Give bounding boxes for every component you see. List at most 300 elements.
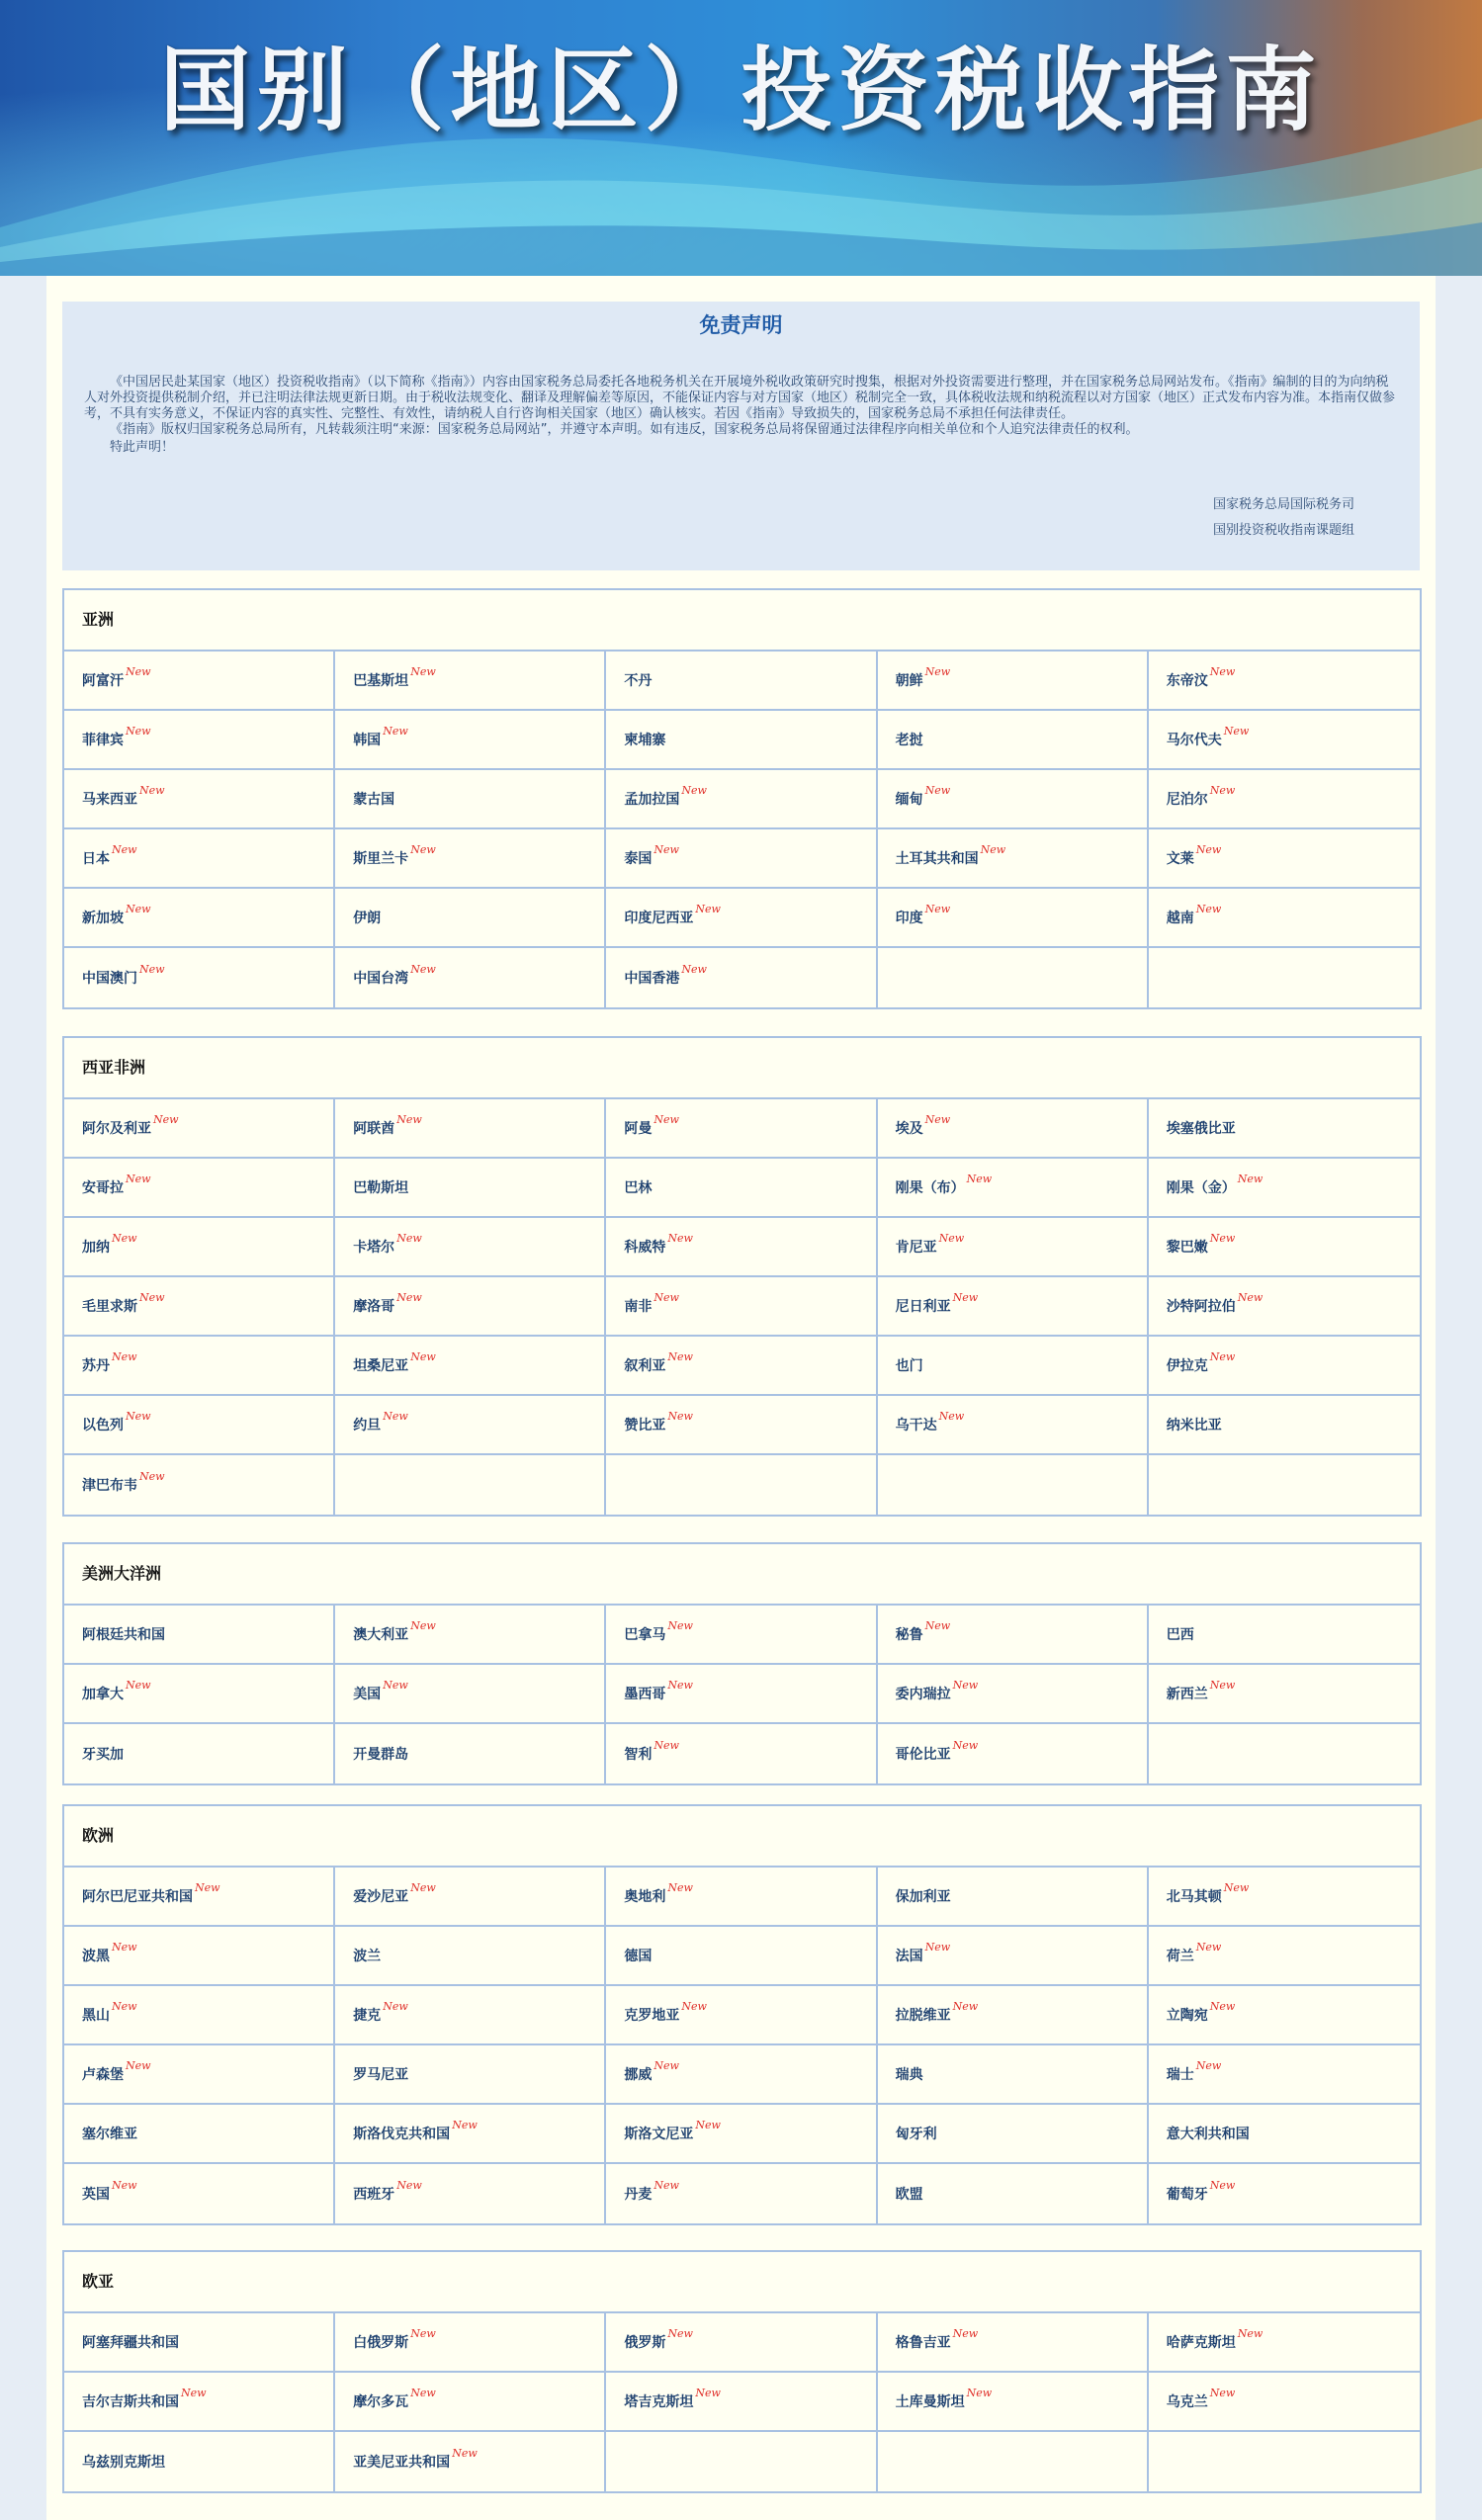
country-name: 英国 <box>82 2187 110 2203</box>
new-badge: New <box>966 1172 993 1185</box>
new-badge: New <box>1195 902 1222 915</box>
new-badge: New <box>695 2118 721 2131</box>
country-name: 尼泊尔 <box>1166 792 1208 808</box>
new-badge: New <box>667 1880 693 1894</box>
new-badge: New <box>126 902 151 915</box>
country-link[interactable] <box>64 1337 335 1396</box>
new-badge: New <box>1195 842 1222 856</box>
country-link[interactable] <box>1149 2373 1420 2432</box>
country-link[interactable] <box>335 2105 606 2164</box>
country-name: 马尔代夫 <box>1166 733 1222 748</box>
country-link[interactable] <box>878 889 1149 948</box>
country-link[interactable] <box>335 2313 606 2373</box>
country-link[interactable] <box>1149 1396 1420 1455</box>
country-name: 坦桑尼亚 <box>353 1358 409 1374</box>
new-badge: New <box>396 1112 422 1126</box>
country-link[interactable] <box>335 711 606 770</box>
country-name: 西班牙 <box>353 2187 395 2203</box>
country-link[interactable] <box>1149 770 1420 829</box>
country-link[interactable] <box>335 2432 606 2491</box>
country-link[interactable] <box>878 1927 1149 1986</box>
empty-cell <box>1149 1724 1420 1783</box>
new-badge: New <box>667 1618 693 1632</box>
country-link[interactable] <box>606 1099 877 1159</box>
new-badge: New <box>980 842 1006 856</box>
country-name: 沙特阿拉伯 <box>1166 1299 1236 1315</box>
new-badge: New <box>924 783 951 797</box>
disclaimer-notice: 特此声明！ <box>110 440 175 455</box>
empty-cell <box>335 1455 606 1515</box>
empty-cell <box>606 2432 877 2491</box>
country-name: 巴林 <box>624 1180 653 1196</box>
new-badge: New <box>112 2178 137 2192</box>
country-link[interactable] <box>1149 829 1420 889</box>
country-link[interactable] <box>606 2105 877 2164</box>
country-grid <box>64 2313 1420 2491</box>
country-link[interactable] <box>64 1396 335 1455</box>
new-badge: New <box>952 1999 979 2013</box>
new-badge: New <box>654 1112 679 1126</box>
country-name: 越南 <box>1166 911 1194 926</box>
new-badge: New <box>1209 2178 1236 2192</box>
new-badge: New <box>966 2386 993 2399</box>
new-badge: New <box>1209 1349 1236 1363</box>
country-link[interactable] <box>1149 711 1420 770</box>
country-link[interactable] <box>335 1337 606 1396</box>
country-link[interactable] <box>878 1218 1149 1277</box>
country-link[interactable] <box>1149 1337 1420 1396</box>
country-grid <box>64 652 1420 1007</box>
country-name: 保加利亚 <box>895 1889 951 1905</box>
country-link[interactable] <box>335 1277 606 1337</box>
new-badge: New <box>654 1290 679 1304</box>
country-name: 丹麦 <box>624 2187 653 2203</box>
country-link[interactable] <box>878 829 1149 889</box>
country-name: 瑞典 <box>895 2067 923 2083</box>
country-name: 刚果（金） <box>1166 1180 1236 1196</box>
new-badge: New <box>410 664 436 678</box>
country-name: 意大利共和国 <box>1166 2127 1250 2142</box>
new-badge: New <box>667 2326 693 2340</box>
country-link[interactable] <box>606 1986 877 2045</box>
region-section <box>62 1804 1422 2225</box>
country-link[interactable] <box>1149 1159 1420 1218</box>
country-name: 亚美尼亚共和国 <box>353 2455 451 2471</box>
new-badge: New <box>139 962 165 976</box>
region-section <box>62 2250 1422 2493</box>
country-link[interactable] <box>64 1277 335 1337</box>
country-link[interactable] <box>878 711 1149 770</box>
country-link[interactable] <box>335 2373 606 2432</box>
new-badge: New <box>396 1231 422 1245</box>
country-name: 北马其顿 <box>1166 1889 1222 1905</box>
country-link[interactable] <box>878 1396 1149 1455</box>
country-link[interactable] <box>1149 1277 1420 1337</box>
country-link[interactable] <box>878 1277 1149 1337</box>
country-link[interactable] <box>64 1218 335 1277</box>
country-name: 纳米比亚 <box>1166 1418 1222 1434</box>
new-badge: New <box>1195 1940 1222 1954</box>
country-name: 苏丹 <box>82 1358 110 1374</box>
region-title: 西亚非洲 <box>64 1038 1420 1099</box>
new-badge: New <box>383 1999 408 2013</box>
country-name: 阿尔及利亚 <box>82 1121 151 1137</box>
country-link[interactable] <box>1149 1606 1420 1665</box>
country-link[interactable] <box>878 1159 1149 1218</box>
country-link[interactable] <box>878 1337 1149 1396</box>
country-link[interactable] <box>64 770 335 829</box>
country-name: 南非 <box>624 1299 653 1315</box>
new-badge: New <box>924 664 951 678</box>
country-link[interactable] <box>1149 652 1420 711</box>
country-link[interactable] <box>64 1665 335 1724</box>
country-name: 巴西 <box>1166 1627 1194 1643</box>
country-link[interactable] <box>878 1606 1149 1665</box>
country-name: 卡塔尔 <box>353 1240 395 1256</box>
new-badge: New <box>181 2386 207 2399</box>
country-name: 斯里兰卡 <box>353 851 409 867</box>
country-link[interactable] <box>606 2313 877 2373</box>
new-badge: New <box>681 783 707 797</box>
country-link[interactable] <box>606 711 877 770</box>
country-name: 斯洛伐克共和国 <box>353 2127 451 2142</box>
new-badge: New <box>1209 1999 1236 2013</box>
country-name: 匈牙利 <box>895 2127 937 2142</box>
new-badge: New <box>924 1618 951 1632</box>
country-link[interactable] <box>1149 1986 1420 2045</box>
new-badge: New <box>126 1409 151 1423</box>
region-title: 欧亚 <box>64 2252 1420 2313</box>
new-badge: New <box>952 2326 979 2340</box>
new-badge: New <box>410 1349 436 1363</box>
country-name: 土耳其共和国 <box>895 851 979 867</box>
country-link[interactable] <box>878 1868 1149 1927</box>
country-name: 缅甸 <box>895 792 923 808</box>
new-badge: New <box>126 664 151 678</box>
country-link[interactable] <box>1149 2105 1420 2164</box>
country-name: 阿联酋 <box>353 1121 395 1137</box>
new-badge: New <box>667 1349 693 1363</box>
country-link[interactable] <box>878 1724 1149 1783</box>
new-badge: New <box>1223 724 1250 738</box>
country-name: 东帝汶 <box>1166 673 1208 689</box>
country-link[interactable] <box>606 2045 877 2105</box>
country-name: 摩洛哥 <box>353 1299 395 1315</box>
country-link[interactable] <box>335 652 606 711</box>
country-link[interactable] <box>335 829 606 889</box>
country-link[interactable] <box>606 1159 877 1218</box>
new-badge: New <box>396 2178 422 2192</box>
country-link[interactable] <box>64 2164 335 2223</box>
country-link[interactable] <box>335 1868 606 1927</box>
country-link[interactable] <box>64 948 335 1007</box>
country-name: 柬埔寨 <box>624 733 666 748</box>
new-badge: New <box>396 1290 422 1304</box>
country-link[interactable] <box>64 1724 335 1783</box>
country-name: 毛里求斯 <box>82 1299 137 1315</box>
new-badge: New <box>112 1231 137 1245</box>
country-link[interactable] <box>878 1099 1149 1159</box>
country-link[interactable] <box>64 2105 335 2164</box>
country-link[interactable] <box>335 1159 606 1218</box>
signature-line: 国家税务总局国际税务司 <box>1212 497 1354 512</box>
new-badge: New <box>410 2386 436 2399</box>
disclaimer-paragraph: 《指南》版权归国家税务总局所有，凡转载须注明“来源：国家税务总局网站”，并遵守本声明。如有违反，国家税务总局将保留通过法律程序向相关单位和个人追究法律责任的权利。 <box>110 422 1139 437</box>
country-name: 阿根廷共和国 <box>82 1627 165 1643</box>
country-link[interactable] <box>1149 1927 1420 1986</box>
country-link[interactable] <box>64 889 335 948</box>
country-link[interactable] <box>335 1099 606 1159</box>
country-name: 泰国 <box>624 851 653 867</box>
new-badge: New <box>410 1618 436 1632</box>
country-name: 开曼群岛 <box>353 1747 409 1763</box>
country-name: 赞比亚 <box>624 1418 666 1434</box>
country-link[interactable] <box>64 829 335 889</box>
disclaimer-body <box>84 375 1399 456</box>
new-badge: New <box>1237 2326 1264 2340</box>
country-name: 菲律宾 <box>82 733 124 748</box>
country-link[interactable] <box>606 1868 877 1927</box>
country-name: 安哥拉 <box>82 1180 124 1196</box>
country-name: 日本 <box>82 851 110 867</box>
country-name: 爱沙尼亚 <box>353 1889 409 1905</box>
country-link[interactable] <box>878 652 1149 711</box>
country-link[interactable] <box>1149 1665 1420 1724</box>
country-link[interactable] <box>335 770 606 829</box>
country-name: 加拿大 <box>82 1687 124 1702</box>
region-title: 欧洲 <box>64 1806 1420 1868</box>
country-name: 捷克 <box>353 2008 382 2024</box>
country-name: 印度尼西亚 <box>624 911 694 926</box>
country-name: 也门 <box>895 1358 923 1374</box>
new-badge: New <box>952 1738 979 1752</box>
new-badge: New <box>112 1999 137 2013</box>
country-link[interactable] <box>606 1724 877 1783</box>
new-badge: New <box>681 1999 707 2013</box>
country-name: 摩尔多瓦 <box>353 2394 409 2410</box>
country-link[interactable] <box>335 1218 606 1277</box>
country-link[interactable] <box>64 1099 335 1159</box>
country-name: 埃及 <box>895 1121 923 1137</box>
new-badge: New <box>938 1409 965 1423</box>
new-badge: New <box>112 1940 137 1954</box>
country-name: 美国 <box>353 1687 382 1702</box>
country-name: 蒙古国 <box>353 792 395 808</box>
country-link[interactable] <box>64 711 335 770</box>
country-link[interactable] <box>878 2164 1149 2223</box>
country-link[interactable] <box>1149 1218 1420 1277</box>
country-link[interactable] <box>878 1665 1149 1724</box>
country-link[interactable] <box>1149 2164 1420 2223</box>
country-link[interactable] <box>606 652 877 711</box>
country-link[interactable] <box>606 1606 877 1665</box>
country-name: 澳大利亚 <box>353 1627 409 1643</box>
empty-cell <box>1149 1455 1420 1515</box>
country-link[interactable] <box>878 2045 1149 2105</box>
country-link[interactable] <box>335 1396 606 1455</box>
country-name: 阿曼 <box>624 1121 653 1137</box>
country-name: 哥伦比亚 <box>895 1747 951 1763</box>
country-link[interactable] <box>1149 2313 1420 2373</box>
country-grid <box>64 1099 1420 1515</box>
country-link[interactable] <box>335 1724 606 1783</box>
new-badge: New <box>383 1409 408 1423</box>
country-link[interactable] <box>64 1606 335 1665</box>
country-link[interactable] <box>878 2313 1149 2373</box>
country-name: 法国 <box>895 1949 923 1964</box>
new-badge: New <box>410 962 436 976</box>
country-name: 刚果（布） <box>895 1180 965 1196</box>
new-badge: New <box>1209 1231 1236 1245</box>
new-badge: New <box>1237 1172 1264 1185</box>
country-name: 德国 <box>624 1949 653 1964</box>
country-link[interactable] <box>335 1665 606 1724</box>
country-link[interactable] <box>606 2164 877 2223</box>
country-link[interactable] <box>606 1218 877 1277</box>
country-name: 印度 <box>895 911 923 926</box>
country-link[interactable] <box>64 1868 335 1927</box>
new-badge: New <box>681 962 707 976</box>
country-link[interactable] <box>606 829 877 889</box>
country-name: 黑山 <box>82 2008 110 2024</box>
country-name: 乌克兰 <box>1166 2394 1208 2410</box>
country-link[interactable] <box>606 1277 877 1337</box>
country-link[interactable] <box>606 770 877 829</box>
country-name: 挪威 <box>624 2067 653 2083</box>
disclaimer-panel <box>62 302 1420 570</box>
new-badge: New <box>1209 2386 1236 2399</box>
region-section <box>62 1542 1422 1785</box>
country-link[interactable] <box>606 1927 877 1986</box>
country-link[interactable] <box>335 889 606 948</box>
country-name: 瑞士 <box>1166 2067 1194 2083</box>
country-name: 塔吉克斯坦 <box>624 2394 694 2410</box>
country-name: 阿塞拜疆共和国 <box>82 2335 179 2351</box>
new-badge: New <box>126 724 151 738</box>
country-link[interactable] <box>1149 1868 1420 1927</box>
country-link[interactable] <box>606 1396 877 1455</box>
country-link[interactable] <box>335 2045 606 2105</box>
country-name: 新加坡 <box>82 911 124 926</box>
country-link[interactable] <box>335 1927 606 1986</box>
new-badge: New <box>654 2058 679 2072</box>
country-link[interactable] <box>1149 889 1420 948</box>
country-name: 阿尔巴尼亚共和国 <box>82 1889 193 1905</box>
country-name: 约旦 <box>353 1418 382 1434</box>
country-name: 乌兹别克斯坦 <box>82 2455 165 2471</box>
country-grid <box>64 1868 1420 2223</box>
country-name: 罗马尼亚 <box>353 2067 409 2083</box>
new-badge: New <box>695 902 721 915</box>
new-badge: New <box>139 1469 165 1483</box>
country-name: 波兰 <box>353 1949 382 1964</box>
country-name: 朝鲜 <box>895 673 923 689</box>
country-name: 格鲁吉亚 <box>895 2335 951 2351</box>
country-name: 巴勒斯坦 <box>353 1180 409 1196</box>
new-badge: New <box>1223 1880 1250 1894</box>
country-link[interactable] <box>878 1986 1149 2045</box>
country-link[interactable] <box>878 2373 1149 2432</box>
country-link[interactable] <box>64 652 335 711</box>
country-name: 新西兰 <box>1166 1687 1208 1702</box>
new-badge: New <box>139 783 165 797</box>
header-banner <box>0 0 1482 276</box>
new-badge: New <box>1237 1290 1264 1304</box>
country-name: 肯尼亚 <box>895 1240 937 1256</box>
new-badge: New <box>126 1172 151 1185</box>
country-link[interactable] <box>64 1159 335 1218</box>
new-badge: New <box>952 1290 979 1304</box>
country-name: 奥地利 <box>624 1889 666 1905</box>
country-name: 俄罗斯 <box>624 2335 666 2351</box>
country-name: 马来西亚 <box>82 792 137 808</box>
country-link[interactable] <box>606 1337 877 1396</box>
country-link[interactable] <box>64 1986 335 2045</box>
new-badge: New <box>938 1231 965 1245</box>
region-section <box>62 588 1422 1009</box>
country-link[interactable] <box>64 2373 335 2432</box>
country-link[interactable] <box>64 2045 335 2105</box>
country-name: 阿富汗 <box>82 673 124 689</box>
country-name: 墨西哥 <box>624 1687 666 1702</box>
country-link[interactable] <box>335 2164 606 2223</box>
country-link[interactable] <box>64 1927 335 1986</box>
country-name: 委内瑞拉 <box>895 1687 951 1702</box>
country-name: 立陶宛 <box>1166 2008 1208 2024</box>
country-link[interactable] <box>878 770 1149 829</box>
disclaimer-paragraph: 《中国居民赴某国家（地区）投资税收指南》（以下简称《指南》）内容由国家税务总局委托各地税务机关在开展境外税收政策研究时搜集，根据对外投资需要进行整理，并在国家税务总局网站发布。《指南》编制的目的为向纳税人对外投资提供税制介绍，并已注明法律法规更新日期。由于税收法规变化、翻译及理解偏差等原因，不能保证内容与对方国家（地区）税制完全一致，具体税收法规和纳税流程以对方国家（地区）正式发布内容为准。本指南仅做参考，不具有实务意义，不保证内容的真实性、完整性、有效性，请纳税人自行咨询相关国家（地区）确认核实。若因《指南》导致损失的，国家税务总局不承担任何法律责任。 <box>84 375 1396 421</box>
country-link[interactable] <box>335 948 606 1007</box>
country-link[interactable] <box>606 948 877 1007</box>
new-badge: New <box>667 1231 693 1245</box>
country-name: 塞尔维亚 <box>82 2127 137 2142</box>
country-link[interactable] <box>1149 1099 1420 1159</box>
empty-cell <box>878 1455 1149 1515</box>
country-name: 吉尔吉斯共和国 <box>82 2394 179 2410</box>
new-badge: New <box>1209 664 1236 678</box>
new-badge: New <box>924 902 951 915</box>
region-section <box>62 1036 1422 1517</box>
country-name: 埃塞俄比亚 <box>1166 1121 1236 1137</box>
new-badge: New <box>654 1738 679 1752</box>
country-name: 伊朗 <box>353 911 382 926</box>
empty-cell <box>606 1455 877 1515</box>
new-badge: New <box>1209 783 1236 797</box>
country-link[interactable] <box>1149 2045 1420 2105</box>
new-badge: New <box>452 2446 478 2460</box>
banner-title: 国别（地区）投资税收指南 <box>159 37 1323 143</box>
new-badge: New <box>139 1290 165 1304</box>
new-badge: New <box>667 1678 693 1692</box>
country-name: 叙利亚 <box>624 1358 666 1374</box>
country-link[interactable] <box>878 2105 1149 2164</box>
country-link[interactable] <box>606 2373 877 2432</box>
country-name: 文莱 <box>1166 851 1194 867</box>
country-name: 斯洛文尼亚 <box>624 2127 694 2142</box>
country-link[interactable] <box>64 2432 335 2491</box>
new-badge: New <box>126 2058 151 2072</box>
country-link[interactable] <box>606 1665 877 1724</box>
new-badge: New <box>667 1409 693 1423</box>
country-link[interactable] <box>64 1455 335 1515</box>
country-name: 巴基斯坦 <box>353 673 409 689</box>
country-link[interactable] <box>335 1986 606 2045</box>
country-link[interactable] <box>335 1606 606 1665</box>
new-badge: New <box>1195 2058 1222 2072</box>
country-link[interactable] <box>64 2313 335 2373</box>
new-badge: New <box>195 1880 220 1894</box>
country-link[interactable] <box>606 889 877 948</box>
